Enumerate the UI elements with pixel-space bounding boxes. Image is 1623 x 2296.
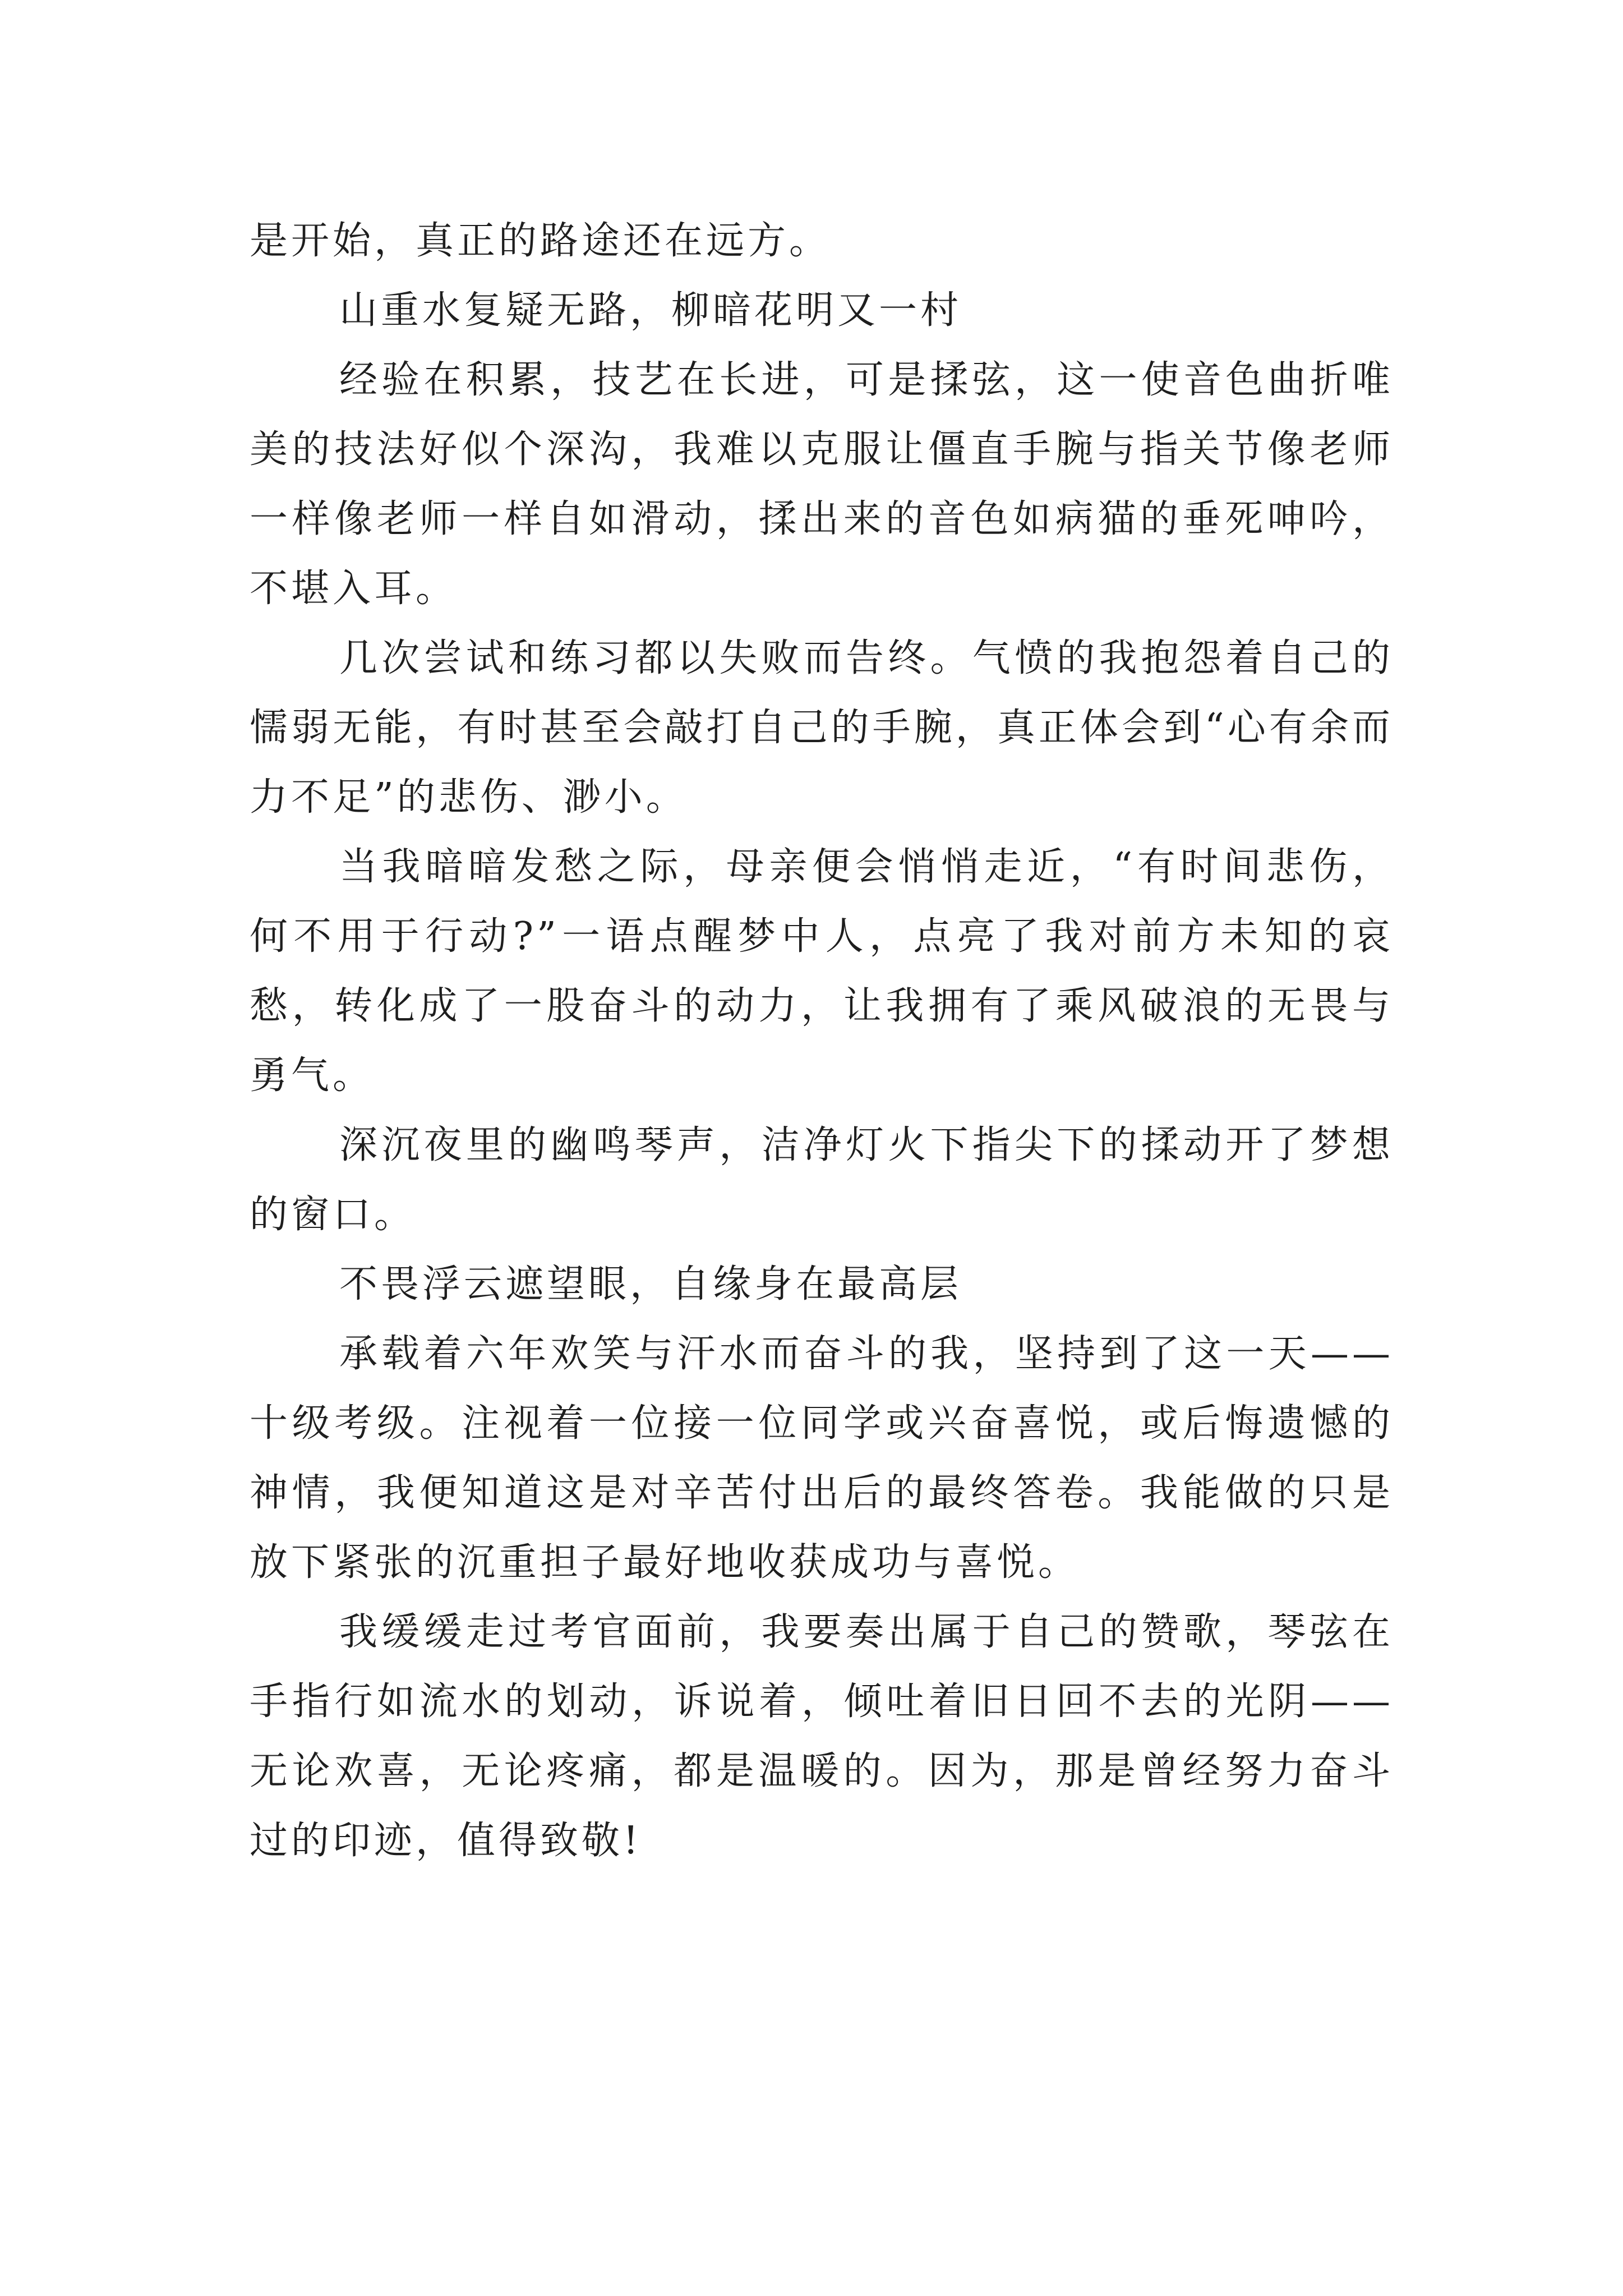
paragraph: 我缓缓走过考官面前，我要奏出属于自己的赞歌，琴弦在手指行如流水的划动，诉说着，倾吐着旧日回不去的光阴——无论欢喜，无论疼痛，都是温暖的。因为，那是曾经努力奋斗过的印迹，值得致敬! <box>250 1610 1394 1863</box>
section-heading: 山重水复疑无路，柳暗花明又一村 <box>339 288 962 333</box>
paragraph: 承载着六年欢笑与汗水而奋斗的我，坚持到了这一天——十级考级。注视着一位接一位同学或兴奋喜悦，或后悔遗憾的神情，我便知道这是对辛苦付出后的最终答卷。我能做的只是放下紧张的沉重担子最好地收获成功与喜悦。 <box>250 1332 1394 1585</box>
paragraph: 当我暗暗发愁之际，母亲便会悄悄走近，“有时间悲伤，何不用于行动?”一语点醒梦中人，点亮了我对前方未知的哀愁，转化成了一股奋斗的动力，让我拥有了乘风破浪的无畏与勇气。 <box>250 845 1394 1098</box>
paragraph: 经验在积累，技艺在长进，可是揉弦，这一使音色曲折唯美的技法好似个深沟，我难以克服让僵直手腕与指关节像老师一样像老师一样自如滑动，揉出来的音色如病猫的垂死呻吟，不堪入耳。 <box>250 358 1394 611</box>
paragraph: 深沉夜里的幽鸣琴声，洁净灯火下指尖下的揉动开了梦想的窗口。 <box>250 1123 1394 1237</box>
paragraph: 是开始，真正的路途还在远方。 <box>250 219 831 263</box>
document-body <box>250 206 1394 1876</box>
paragraph: 几次尝试和练习都以失败而告终。气愤的我抱怨着自己的懦弱无能，有时甚至会敲打自己的手腕，真正体会到“心有余而力不足”的悲伤、渺小。 <box>250 636 1394 820</box>
section-heading: 不畏浮云遮望眼，自缘身在最高层 <box>339 1262 962 1306</box>
